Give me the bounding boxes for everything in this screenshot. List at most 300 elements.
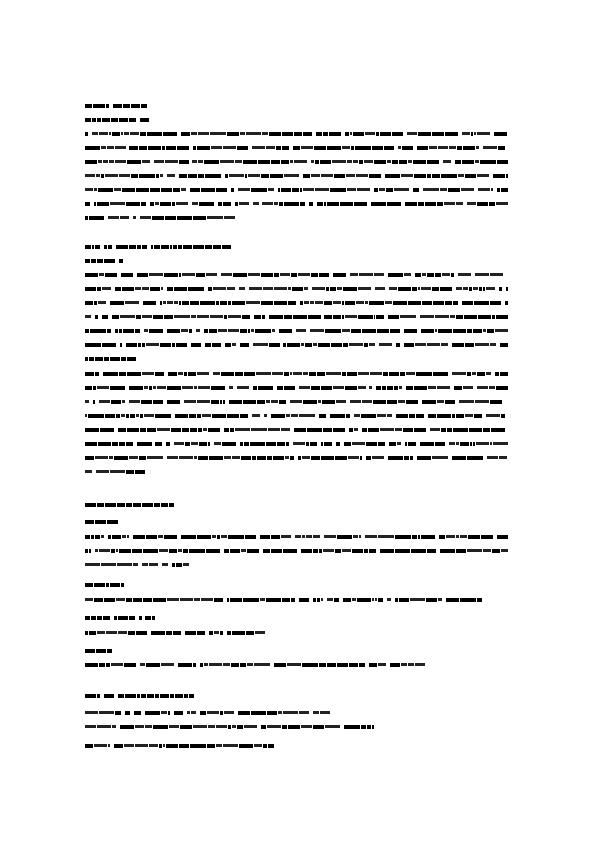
text-glyph-run [218, 202, 223, 206]
text-glyph-run [242, 315, 250, 319]
text-glyph-run [111, 663, 124, 666]
text-glyph-run [137, 442, 152, 446]
text-glyph-run [100, 428, 115, 432]
text-glyph-run [160, 301, 162, 305]
text-glyph-run [266, 442, 276, 446]
text-glyph-run [133, 216, 136, 219]
text-glyph-run [188, 372, 196, 376]
text-glyph-run [144, 386, 148, 389]
text-glyph-run [342, 372, 346, 376]
text-glyph-run [85, 520, 94, 524]
text-glyph-run [489, 386, 495, 389]
text-glyph-run [420, 442, 434, 446]
text-glyph-run [276, 146, 281, 150]
text-glyph-run [496, 202, 508, 205]
section-2-paragraph-line [85, 314, 508, 319]
text-glyph-run [282, 146, 289, 150]
text-glyph-run [137, 694, 140, 698]
text-glyph-run [406, 386, 414, 390]
text-glyph-run [319, 414, 326, 418]
text-glyph-run [106, 663, 110, 667]
text-glyph-run [171, 428, 182, 432]
section-2-paragraph-line [85, 272, 508, 277]
text-glyph-run [396, 414, 408, 418]
text-glyph-run [288, 725, 300, 729]
text-glyph-run [228, 535, 244, 539]
text-glyph-run [103, 160, 108, 163]
text-glyph-run [365, 132, 375, 135]
text-glyph-run [132, 549, 142, 553]
text-glyph-run [399, 386, 402, 389]
text-glyph-run [246, 132, 261, 135]
text-glyph-run [281, 535, 291, 538]
text-glyph-run [380, 428, 394, 431]
text-glyph-run [483, 428, 490, 432]
text-glyph-run [98, 160, 102, 163]
text-glyph-run [390, 663, 400, 667]
text-glyph-run [387, 160, 391, 163]
text-glyph-run [374, 273, 384, 276]
text-glyph-run [323, 549, 334, 552]
text-glyph-run [490, 400, 502, 404]
text-glyph-run [267, 456, 272, 460]
text-glyph-run [193, 245, 204, 249]
section-3-item-line [85, 662, 425, 667]
text-glyph-run [460, 535, 467, 538]
text-glyph-run [150, 202, 154, 206]
text-glyph-run [203, 428, 207, 431]
text-glyph-run [133, 598, 142, 602]
text-glyph-run [149, 386, 152, 390]
text-glyph-run [235, 160, 242, 163]
text-glyph-run [392, 160, 398, 164]
text-glyph-run [319, 549, 322, 553]
text-glyph-run [222, 442, 236, 446]
text-glyph-run [316, 132, 322, 136]
text-glyph-run [244, 725, 257, 728]
text-glyph-run [85, 663, 98, 667]
text-glyph-run [496, 315, 508, 319]
text-glyph-run [144, 329, 148, 332]
text-glyph-run [356, 301, 364, 304]
text-glyph-run [364, 549, 368, 553]
text-glyph-run [85, 503, 96, 507]
text-glyph-run [274, 301, 287, 305]
text-glyph-run [437, 386, 451, 389]
text-glyph-run [358, 315, 373, 319]
text-glyph-run [325, 725, 340, 728]
text-glyph-run [268, 428, 280, 431]
text-glyph-run [173, 188, 180, 192]
text-glyph-run [333, 315, 341, 319]
text-glyph-run [302, 456, 310, 459]
text-glyph-run [258, 160, 270, 164]
text-glyph-run [161, 287, 163, 290]
text-glyph-run [98, 442, 112, 446]
text-glyph-run [89, 549, 91, 553]
text-glyph-run [192, 202, 198, 205]
text-glyph-run [208, 287, 212, 291]
text-glyph-run [122, 287, 134, 291]
text-glyph-run [206, 273, 217, 276]
text-glyph-run [201, 598, 213, 601]
text-glyph-run [378, 663, 386, 666]
text-glyph-run [387, 598, 391, 601]
text-glyph-run [387, 414, 392, 417]
text-glyph-run [208, 725, 215, 728]
text-glyph-run [164, 315, 174, 319]
text-glyph-run [209, 631, 213, 635]
text-glyph-run [136, 631, 147, 635]
section-2-paragraph-line [85, 342, 508, 347]
section-1-heading [85, 103, 147, 108]
text-glyph-run [224, 315, 227, 319]
text-glyph-run [95, 245, 100, 249]
text-glyph-run [114, 616, 117, 620]
text-glyph-run [147, 428, 156, 432]
text-glyph-run [337, 535, 352, 539]
text-glyph-run [415, 273, 421, 277]
text-glyph-run [95, 372, 99, 376]
text-glyph-run [224, 216, 235, 219]
text-glyph-run [343, 287, 357, 291]
text-glyph-run [227, 598, 229, 602]
text-glyph-run [463, 386, 473, 389]
text-glyph-run [399, 160, 408, 164]
text-glyph-run [281, 160, 289, 164]
text-glyph-run [240, 442, 243, 446]
text-glyph-run [273, 456, 284, 460]
text-glyph-run [452, 456, 466, 460]
text-glyph-run [398, 400, 405, 403]
text-glyph-run [95, 315, 98, 319]
text-glyph-run [404, 329, 417, 333]
text-glyph-run [126, 202, 141, 206]
text-glyph-run [251, 188, 267, 192]
text-glyph-run [97, 386, 110, 389]
text-glyph-run [315, 160, 319, 164]
section-2-paragraph2-line [85, 455, 508, 460]
text-glyph-run [85, 245, 91, 249]
text-glyph-run [193, 216, 207, 220]
text-glyph-run [364, 160, 373, 163]
text-glyph-run [216, 744, 222, 747]
text-glyph-run [358, 372, 369, 375]
text-glyph-run [312, 287, 325, 290]
text-glyph-run [202, 414, 211, 417]
text-glyph-run [183, 245, 192, 249]
text-glyph-run [175, 694, 183, 698]
text-glyph-run [231, 188, 234, 192]
text-glyph-run [105, 273, 117, 277]
text-glyph-run [166, 442, 170, 446]
text-glyph-run [456, 315, 463, 319]
text-glyph-run [388, 456, 403, 460]
text-glyph-run [106, 104, 109, 108]
text-glyph-run [412, 287, 417, 291]
text-glyph-run [163, 301, 166, 304]
text-glyph-run [180, 598, 193, 601]
text-glyph-run [440, 287, 453, 291]
text-glyph-run [85, 725, 96, 728]
text-glyph-run [227, 414, 239, 418]
text-glyph-run [207, 216, 223, 219]
text-glyph-run [278, 711, 282, 714]
text-glyph-run [165, 160, 178, 163]
text-glyph-run [386, 188, 393, 192]
text-glyph-run [379, 188, 385, 191]
text-glyph-run [184, 694, 188, 698]
text-glyph-run [96, 470, 109, 473]
text-glyph-run [161, 188, 172, 192]
text-glyph-run [120, 725, 134, 729]
text-glyph-run [117, 563, 132, 566]
text-glyph-run [248, 329, 250, 333]
text-glyph-run [183, 563, 189, 566]
text-glyph-run [110, 386, 125, 390]
section-2-paragraph-line [85, 328, 508, 333]
text-glyph-run [141, 202, 146, 206]
text-glyph-run [85, 535, 90, 539]
text-glyph-run [404, 343, 414, 347]
text-glyph-run [178, 663, 192, 667]
text-glyph-run [435, 273, 441, 277]
text-glyph-run [110, 470, 126, 473]
text-glyph-run [456, 535, 459, 538]
text-glyph-run [300, 202, 305, 206]
text-glyph-run [322, 400, 335, 404]
text-glyph-run [452, 414, 455, 418]
text-glyph-run [373, 400, 386, 404]
text-glyph-run [301, 549, 312, 553]
text-glyph-run [97, 118, 101, 122]
text-glyph-run [336, 400, 346, 403]
text-glyph-run [126, 414, 129, 418]
text-glyph-run [91, 535, 94, 539]
text-glyph-run [194, 386, 197, 389]
text-glyph-run [473, 442, 475, 446]
text-glyph-run [418, 202, 424, 206]
text-glyph-run [344, 442, 352, 446]
text-glyph-run [91, 259, 96, 263]
text-glyph-run [387, 386, 393, 390]
text-glyph-run [220, 301, 227, 305]
text-glyph-run [147, 694, 154, 698]
text-glyph-run [117, 503, 125, 507]
text-glyph-run [154, 160, 164, 163]
text-glyph-run [104, 598, 115, 602]
text-glyph-run [188, 174, 198, 178]
text-glyph-run [361, 414, 376, 418]
text-glyph-run [491, 428, 505, 432]
text-glyph-run [212, 343, 221, 347]
text-glyph-run [285, 456, 289, 459]
text-glyph-run [119, 259, 123, 263]
text-glyph-run [241, 456, 251, 460]
text-glyph-run [129, 616, 135, 620]
text-glyph-run [474, 301, 489, 305]
text-glyph-run [167, 400, 180, 404]
text-glyph-run [175, 414, 188, 418]
text-glyph-run [221, 273, 232, 276]
text-glyph-run [469, 428, 483, 432]
text-glyph-run [85, 414, 87, 417]
text-glyph-run [123, 104, 130, 108]
text-glyph-run [237, 725, 243, 729]
text-glyph-run [405, 202, 418, 206]
text-glyph-run [274, 202, 278, 205]
text-glyph-run [142, 287, 150, 290]
text-glyph-run [352, 598, 356, 601]
text-glyph-run [220, 160, 234, 163]
text-glyph-run [126, 598, 132, 602]
text-glyph-run [433, 301, 444, 305]
text-glyph-run [119, 118, 128, 122]
text-glyph-run [459, 400, 474, 403]
text-glyph-run [379, 343, 393, 346]
text-glyph-run [208, 428, 220, 432]
text-glyph-run [372, 598, 374, 601]
text-glyph-run [131, 174, 138, 178]
text-glyph-run [107, 146, 114, 149]
text-glyph-run [290, 372, 292, 375]
text-glyph-run [93, 400, 95, 404]
text-glyph-run [310, 442, 317, 446]
text-glyph-run [115, 329, 118, 333]
section-3-item-line [85, 562, 195, 567]
text-glyph-run [467, 456, 483, 460]
text-glyph-run [291, 273, 297, 277]
text-glyph-run [179, 273, 181, 277]
text-glyph-run [207, 711, 220, 714]
text-glyph-run [149, 563, 158, 566]
text-glyph-run [110, 301, 124, 305]
text-glyph-run [213, 287, 227, 290]
text-glyph-run [269, 343, 280, 347]
text-glyph-run [198, 428, 202, 432]
text-glyph-run [129, 456, 138, 459]
section-1-paragraph-line [85, 145, 508, 150]
text-glyph-run [187, 711, 190, 714]
text-glyph-run [155, 202, 159, 205]
text-glyph-run [115, 711, 121, 715]
text-glyph-run [296, 329, 306, 332]
text-glyph-run [85, 287, 96, 291]
text-glyph-run [309, 202, 313, 206]
text-glyph-run [89, 216, 104, 220]
text-glyph-run [207, 744, 215, 748]
text-glyph-run [392, 132, 403, 136]
text-glyph-run [99, 273, 104, 276]
text-glyph-run [317, 598, 320, 602]
section-4-line [85, 724, 375, 729]
text-glyph-run [108, 216, 119, 219]
text-glyph-run [473, 287, 478, 290]
text-glyph-run [422, 273, 426, 276]
text-glyph-run [376, 315, 384, 319]
text-glyph-run [257, 400, 265, 404]
text-glyph-run [85, 563, 100, 566]
text-glyph-run [489, 202, 495, 206]
text-glyph-run [200, 663, 203, 667]
text-glyph-run [121, 583, 124, 587]
text-glyph-run [197, 146, 211, 150]
text-glyph-run [417, 456, 431, 460]
text-glyph-run [490, 273, 503, 276]
text-glyph-run [110, 202, 125, 205]
text-glyph-run [251, 711, 266, 715]
text-glyph-run [85, 598, 93, 601]
text-glyph-run [120, 315, 135, 318]
text-glyph-run [301, 146, 313, 149]
text-glyph-run [427, 174, 431, 178]
text-glyph-run [97, 694, 100, 698]
text-glyph-run [253, 202, 259, 205]
text-glyph-run [465, 343, 474, 347]
text-glyph-run [97, 725, 111, 728]
text-glyph-run [303, 132, 312, 136]
text-glyph-run [170, 694, 174, 698]
text-glyph-run [342, 301, 344, 305]
section-2-item-label [85, 356, 140, 361]
section-4-line [85, 710, 330, 715]
text-glyph-run [224, 549, 229, 553]
section-2-heading [85, 244, 235, 249]
text-glyph-run [443, 160, 451, 163]
text-glyph-run [221, 372, 234, 376]
text-glyph-run [119, 329, 122, 333]
text-glyph-run [230, 428, 234, 432]
text-glyph-run [200, 711, 206, 715]
text-glyph-run [181, 132, 190, 136]
text-glyph-run [145, 711, 160, 715]
text-glyph-run [221, 535, 227, 538]
text-glyph-run [351, 329, 361, 333]
text-glyph-run [85, 694, 96, 698]
text-glyph-run [224, 428, 229, 432]
text-glyph-run [140, 663, 145, 666]
text-glyph-run [393, 301, 407, 305]
text-glyph-run [193, 146, 196, 150]
text-glyph-run [232, 631, 245, 635]
text-glyph-run [290, 160, 293, 163]
text-glyph-run [426, 598, 437, 602]
text-glyph-run [432, 287, 439, 291]
text-glyph-run [245, 174, 247, 178]
text-glyph-run [387, 202, 401, 206]
text-glyph-run [452, 372, 466, 375]
text-glyph-run [408, 442, 416, 446]
text-glyph-run [112, 132, 120, 136]
text-glyph-run [99, 132, 108, 135]
text-glyph-run [456, 202, 463, 205]
text-glyph-run [249, 287, 263, 290]
text-glyph-run [501, 414, 505, 418]
text-glyph-run [113, 104, 122, 108]
text-glyph-run [401, 174, 414, 177]
text-glyph-run [121, 414, 125, 417]
text-glyph-run [227, 631, 231, 635]
text-glyph-run [229, 386, 233, 389]
text-glyph-run [444, 202, 456, 205]
text-glyph-run [268, 744, 274, 748]
text-glyph-run [301, 725, 312, 728]
text-glyph-run [453, 329, 466, 333]
text-glyph-run [140, 132, 146, 136]
text-glyph-run [461, 188, 474, 191]
text-glyph-run [279, 400, 286, 404]
text-glyph-run [204, 663, 208, 666]
